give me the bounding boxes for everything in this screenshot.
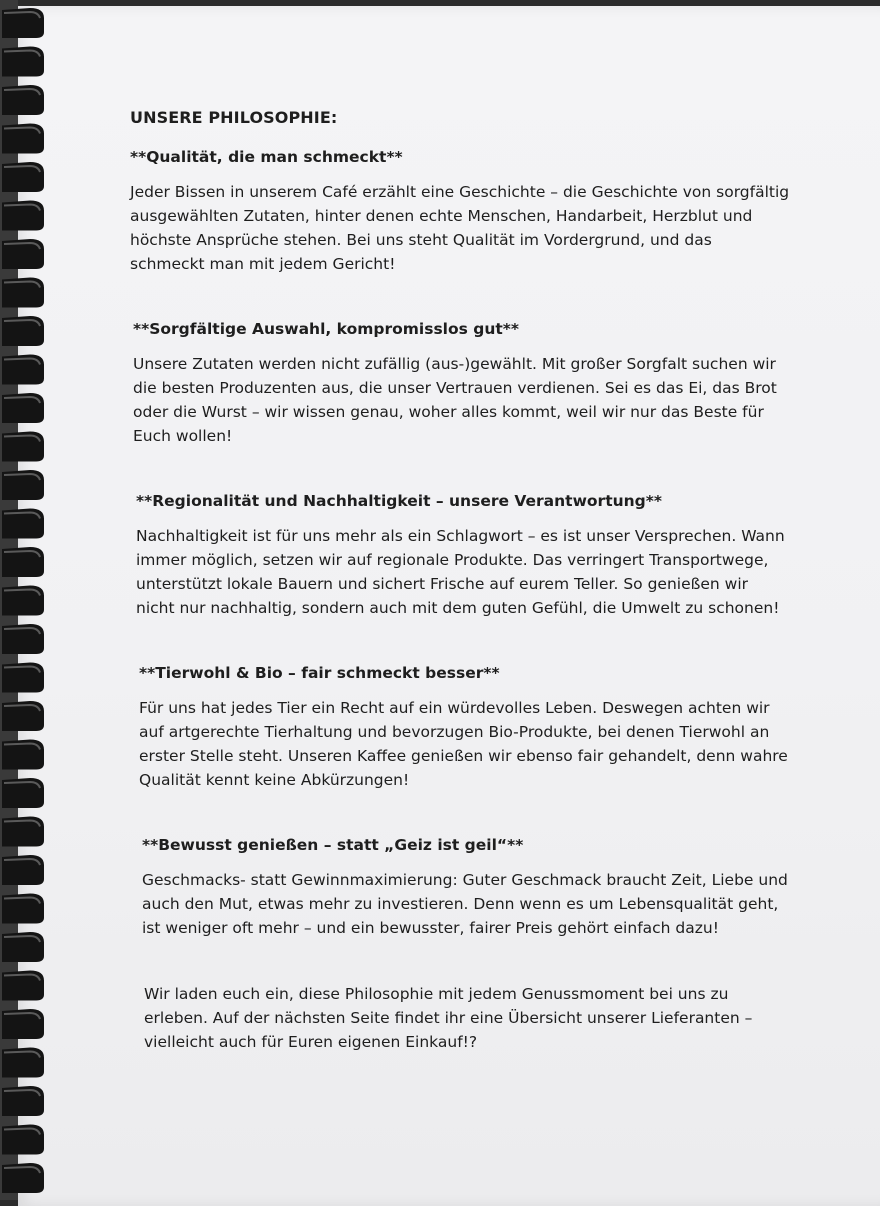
binding-ring — [2, 547, 44, 577]
binding-ring — [2, 239, 44, 269]
binding-ring — [2, 740, 44, 770]
closing-paragraph: Wir laden euch ein, diese Philosophie mit jedem Genussmoment bei uns zu erleben. Auf der nächsten Seite findet ihr eine Übersicht unserer Lieferanten – vielleicht auch für Euren eigenen Einkauf!? — [144, 985, 753, 1051]
spiral-binding — [0, 0, 60, 1200]
section-text: Geschmacks- statt Gewinnmaximierung: Guter Geschmack braucht Zeit, Liebe und auch den Mut, etwas mehr zu investieren. Denn wenn es um Lebensqualität geht, ist weniger oft mehr – und ein bewusster, fairer Preis gehört einfach dazu! — [142, 871, 788, 937]
section-heading: **Bewusst genießen – statt „Geiz ist geil“** — [142, 836, 524, 854]
binding-ring — [2, 1086, 44, 1116]
binding-ring — [2, 278, 44, 308]
binding-ring — [2, 894, 44, 924]
binding-ring — [2, 8, 44, 38]
binding-ring — [2, 778, 44, 808]
section-heading: **Qualität, die man schmeckt** — [130, 148, 403, 166]
binding-ring — [2, 85, 44, 115]
binding-ring — [2, 47, 44, 77]
section-conscious-enjoyment — [142, 834, 790, 940]
binding-ring — [2, 201, 44, 231]
section-heading: **Tierwohl & Bio – fair schmeckt besser** — [139, 664, 500, 682]
section-regionality — [136, 490, 790, 620]
binding-ring — [2, 470, 44, 500]
section-text: Unsere Zutaten werden nicht zufällig (aus-)gewählt. Mit großer Sorgfalt suchen wir die besten Produzenten aus, die unser Vertrauen verdienen. Sei es das Ei, das Brot oder die Wurst – wir wissen genau, woher alles kommt, weil wir nur das Beste für Euch wollen! — [133, 355, 777, 445]
binding-ring — [2, 701, 44, 731]
binding-ring — [2, 1048, 44, 1078]
binding-ring — [2, 509, 44, 539]
binding-ring — [2, 624, 44, 654]
binding-ring — [2, 1009, 44, 1039]
section-heading: **Regionalität und Nachhaltigkeit – unsere Verantwortung** — [136, 492, 662, 510]
binding-ring — [2, 855, 44, 885]
section-selection — [133, 318, 790, 448]
page-title: UNSERE PHILOSOPHIE: — [130, 108, 338, 127]
binding-ring — [2, 817, 44, 847]
binding-ring — [2, 586, 44, 616]
binding-ring — [2, 1163, 44, 1193]
binding-ring — [2, 432, 44, 462]
binding-ring — [2, 971, 44, 1001]
section-quality — [130, 146, 790, 276]
binding-ring — [2, 1125, 44, 1155]
binding-ring — [2, 663, 44, 693]
section-text: Jeder Bissen in unserem Café erzählt eine Geschichte – die Geschichte von sorgfältig ausgewählten Zutaten, hinter denen echte Menschen, Handarbeit, Herzblut und höchste Ansprüche stehen. Bei uns steht Qualität im Vordergrund, und das schmeckt man mit jedem Gericht! — [130, 183, 790, 273]
section-text: Für uns hat jedes Tier ein Recht auf ein würdevolles Leben. Deswegen achten wir auf artgerechte Tierhaltung und bevorzugen Bio-Produkte, bei denen Tierwohl an erster Stelle steht. Unseren Kaffee genießen wir ebenso fair gehandelt, denn wahre Qualität kennt keine Abkürzungen! — [139, 699, 788, 789]
binding-ring — [2, 393, 44, 423]
section-text: Nachhaltigkeit ist für uns mehr als ein Schlagwort – es ist unser Versprechen. Wann immer möglich, setzen wir auf regionale Produkte. Das verringert Transportwege, unterstützt lokale Bauern und sichert Frische auf eurem Teller. So genießen wir nicht nur nachhaltig, sondern auch mit dem guten Gefühl, die Umwelt zu schonen! — [136, 527, 785, 617]
section-animal-welfare — [139, 662, 790, 792]
binding-ring — [2, 932, 44, 962]
binding-ring — [2, 316, 44, 346]
binding-ring — [2, 124, 44, 154]
binding-ring — [2, 355, 44, 385]
section-heading: **Sorgfältige Auswahl, kompromisslos gut** — [133, 320, 520, 338]
binding-ring — [2, 162, 44, 192]
page-content — [130, 106, 790, 1054]
